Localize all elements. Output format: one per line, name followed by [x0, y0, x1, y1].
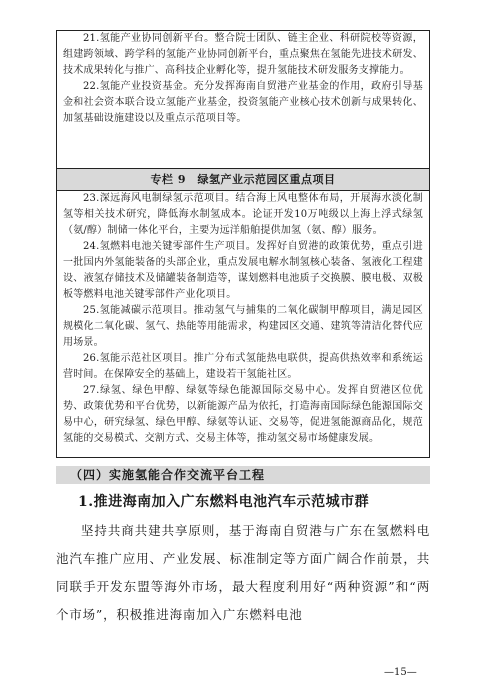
body-paragraph: 坚持共商共建共享原则，基于海南自贸港与广东在氢燃料电池汽车推广应用、产业发展、标准制定等方面广阔合作前景，共同联手开发东盟等海外市场，最大程度利用好“两种资源”和“两个市场”，积极推进海南加入广东燃料电池: [56, 523, 430, 622]
table-item-27: 27.绿氢、绿色甲醇、绿氨等绿色能源国际交易中心。发挥自贸港区位优势、政策优势和平台优势，以新能源产品为依托，打造海南国际绿色能源国际交易中心，研究绿氢、绿色甲醇、绿氨等认证、交易等，促进氢能源商品化，规范氢能的交易模式、交割方式、交易主体等，推动氢交易市场健康发展。: [63, 385, 423, 444]
project-table: [56, 30, 430, 458]
table-item-21: 21.氢能产业协同创新平台。整合院士团队、链主企业、科研院校等资源，组建跨领域、跨学科的氢能产业协同创新平台，重点聚焦在氢能先进技术研发、技术成果转化与推广、高科技企业孵化等，提升氢能技术研发服务支撑能力。: [63, 33, 423, 76]
table-item-23: 23.深远海风电制绿氢示范项目。结合海上风电整体布局，开展海水淡化制氢等相关技术研究，降低海水制氢成本。论证开发10万吨级以上海上浮式绿氢（氨/醇）制储一体化平台，主要为远洋船舶提供加氢（氨、醇）服务。: [63, 193, 423, 236]
table-item-26: 26.氢能示范社区项目。推广分布式氢能热电联供，提高供热效率和系统运营时间。在保障安全的基础上，建设若干氢能社区。: [63, 353, 423, 380]
table-item-22: 22.氢能产业投资基金。充分发挥海南自贸港产业基金的作用，政府引导基金和社会资本联合设立氢能产业基金，投资氢能产业核心技术创新与成果转化、加氢基础设施建设以及重点示范项目等。: [63, 81, 423, 124]
table-header-column-9: 专栏 9 绿氢产业示范园区重点项目: [57, 169, 429, 191]
table-cell-bottom: [57, 191, 429, 457]
sub-heading: 1.推进海南加入广东燃料电池汽车示范城市群: [78, 494, 370, 510]
table-item-25: 25.氢能减碳示范项目。推动氢气与捕集的二氧化碳制甲醇项目，满足园区规模化二氧化碳、氢气、热能等用能需求，构建园区交通、建筑等清洁化替代应用场景。: [63, 305, 423, 348]
table-cell-top: [57, 31, 429, 169]
table-item-24: 24.氢燃料电池关键零部件生产项目。发挥好自贸港的政策优势，重点引进一批国内外氢能装备的头部企业，重点发展电解水制氢核心装备、氢液化工程建设、液氢存储技术及储罐装备制造等，谋划燃料电池质子交换膜、膜电极、双极板等燃料电池关键零部件产业化项目。: [63, 241, 423, 300]
section-heading: （四）实施氢能合作交流平台工程: [56, 466, 430, 484]
page-number: —15—: [384, 667, 417, 678]
